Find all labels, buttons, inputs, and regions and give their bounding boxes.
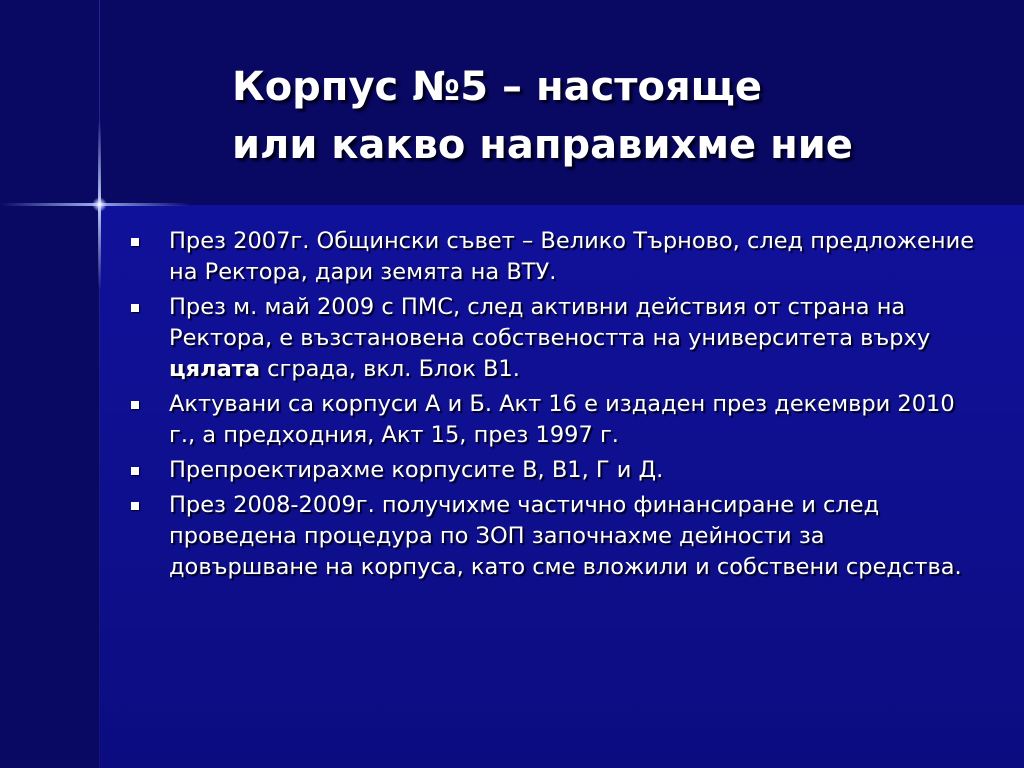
bullet-item	[128, 292, 978, 385]
bullet-text-before: През м. май 2009 с ПМС, след активни действия от страна на Ректора, е възстановена собствеността на университета върху	[169, 294, 931, 351]
square-bullet-icon	[131, 502, 139, 510]
bullet-item	[128, 226, 978, 288]
sparkle-star-icon	[92, 197, 107, 212]
bullet-text-bold: цялата	[169, 356, 261, 382]
bullet-text: Препроектирахме корпусите В, В1, Г и Д.	[169, 457, 664, 483]
bullet-item	[128, 490, 978, 583]
square-bullet-icon	[131, 467, 139, 475]
title-line-2: или какво направихме ние	[232, 122, 853, 168]
bullet-text: През 2008-2009г. получихме частично финансиране и след проведена процедура по ЗОП започнахме дейности за довършване на корпуса, като сме вложили и собствени средства.	[169, 492, 962, 580]
bullet-text-after: сграда, вкл. Блок В1.	[260, 356, 520, 382]
bullet-item	[128, 389, 978, 451]
left-band	[0, 205, 100, 768]
square-bullet-icon	[131, 238, 139, 246]
slide-title	[232, 58, 992, 174]
square-bullet-icon	[131, 401, 139, 409]
bullet-text: През 2007г. Общински съвет – Велико Търново, след предложение на Ректора, дари земята на ВТУ.	[169, 228, 975, 285]
square-bullet-icon	[131, 304, 139, 312]
title-line-1: Корпус №5 – настояще	[232, 64, 762, 110]
bullet-list	[128, 226, 978, 587]
bullet-item	[128, 455, 978, 486]
vertical-divider-line	[99, 0, 100, 768]
bullet-text: Актувани са корпуси А и Б. Акт 16 е издаден през декември 2010 г., а предходния, Акт 15, през 1997 г.	[169, 391, 955, 448]
